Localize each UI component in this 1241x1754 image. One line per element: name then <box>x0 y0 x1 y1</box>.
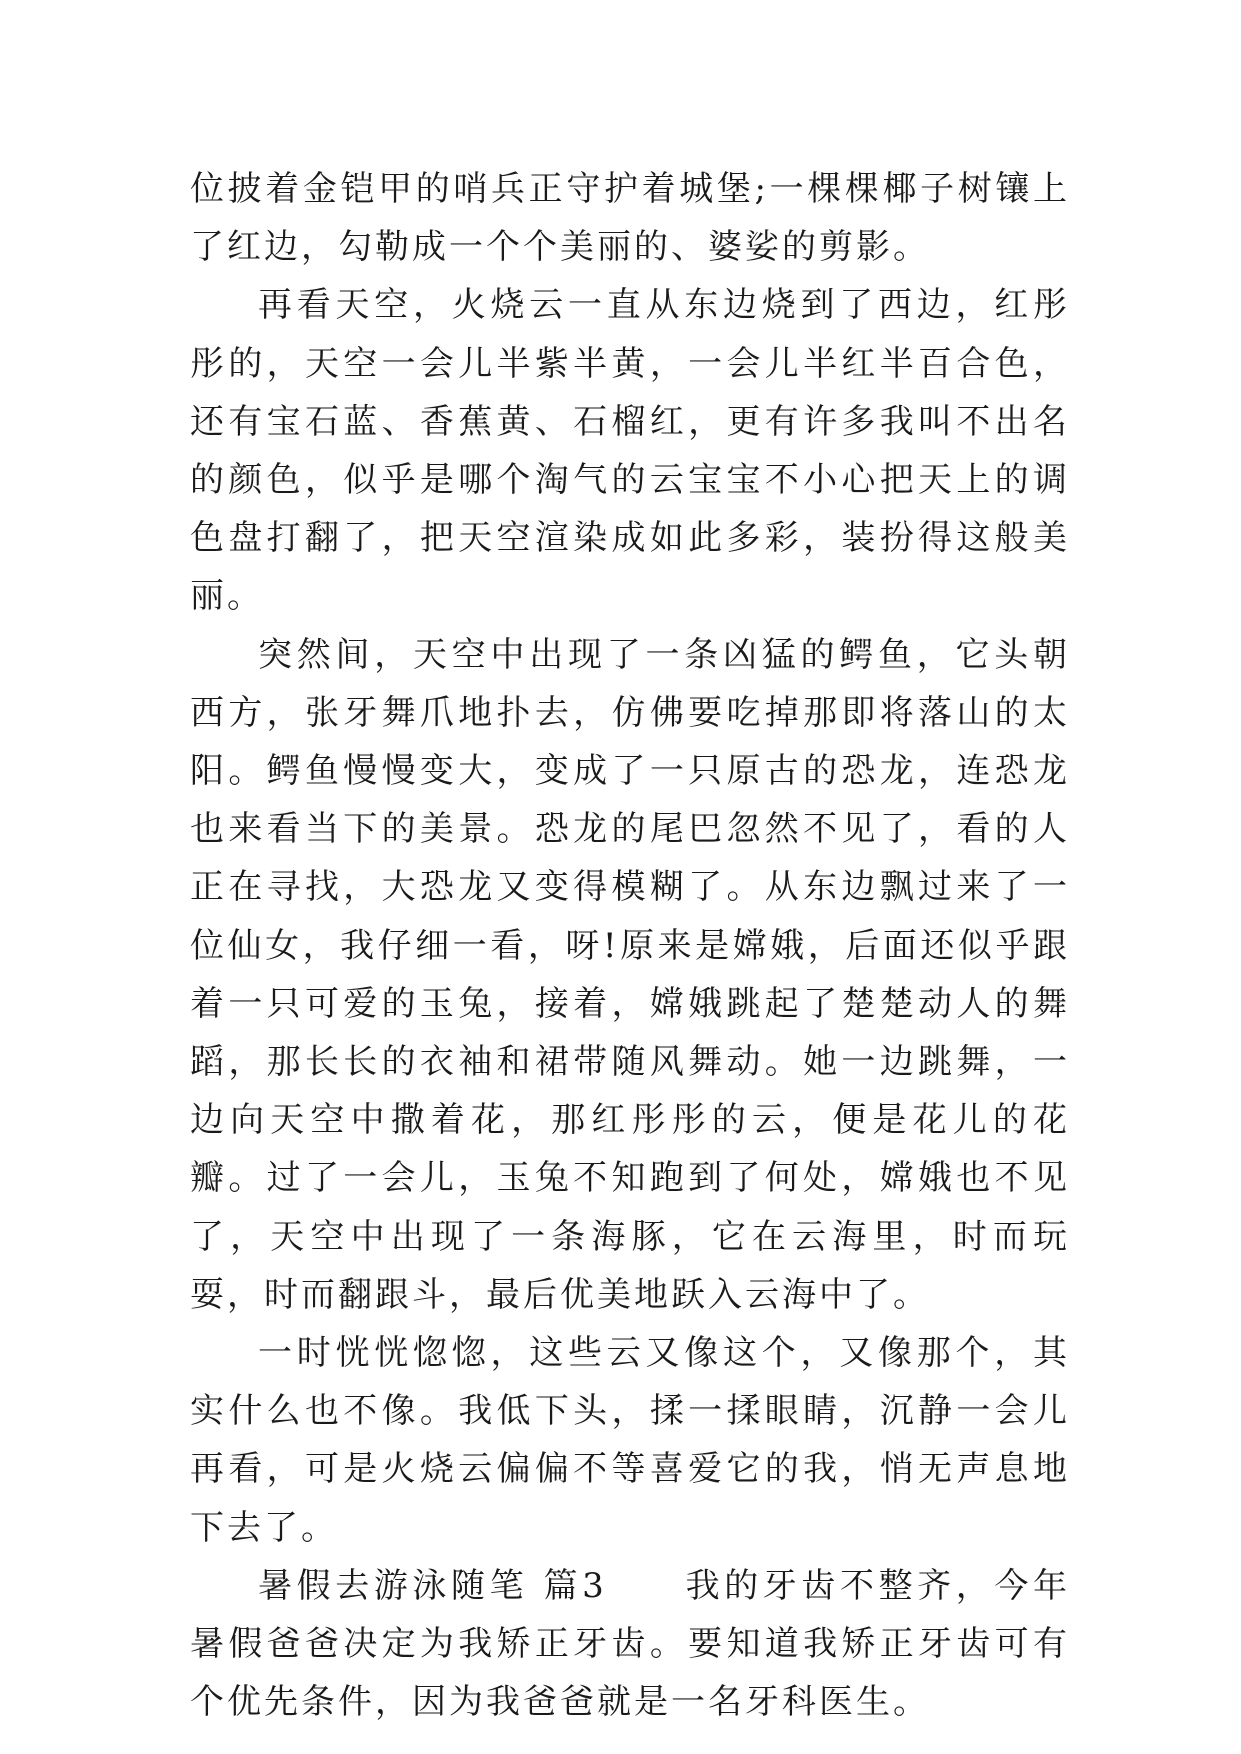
paragraph-1: 位披着金铠甲的哨兵正守护着城堡;一棵棵椰子树镶上了红边，勾勒成一个个美丽的、婆娑的剪影。 <box>190 169 1070 268</box>
document-body <box>190 160 1070 1731</box>
paragraph-5: 暑假去游泳随笔 篇3 我的牙齿不整齐，今年暑假爸爸决定为我矫正牙齿。要知道我矫正牙齿可有个优先条件，因为我爸爸就是一名牙科医生。 <box>190 1565 1070 1723</box>
paragraph-2: 再看天空，火烧云一直从东边烧到了西边，红彤彤的，天空一会儿半紫半黄，一会儿半红半百合色，还有宝石蓝、香蕉黄、石榴红，更有许多我叫不出名的颜色，似乎是哪个淘气的云宝宝不小心把天上的调色盘打翻了，把天空渲染成如此多彩，装扮得这般美丽。 <box>190 285 1070 617</box>
paragraph-3: 突然间，天空中出现了一条凶猛的鳄鱼，它头朝西方，张牙舞爪地扑去，仿佛要吃掉那即将落山的太阳。鳄鱼慢慢变大，变成了一只原古的恐龙，连恐龙也来看当下的美景。恐龙的尾巴忽然不见了，看的人正在寻找，大恐龙又变得模糊了。从东边飘过来了一位仙女，我仔细一看，呀!原来是嫦娥，后面还似乎跟着一只可爱的玉兔，接着，嫦娥跳起了楚楚动人的舞蹈，那长长的衣袖和裙带随风舞动。她一边跳舞，一边向天空中撒着花，那红彤彤的云，便是花儿的花瓣。过了一会儿，玉兔不知跑到了何处，嫦娥也不见了，天空中出现了一条海豚，它在云海里，时而玩耍，时而翻跟斗，最后优美地跃入云海中了。 <box>190 634 1070 1315</box>
paragraph-4: 一时恍恍惚惚，这些云又像这个，又像那个，其实什么也不像。我低下头，揉一揉眼睛，沉静一会儿再看，可是火烧云偏偏不等喜爱它的我，悄无声息地下去了。 <box>190 1333 1070 1548</box>
